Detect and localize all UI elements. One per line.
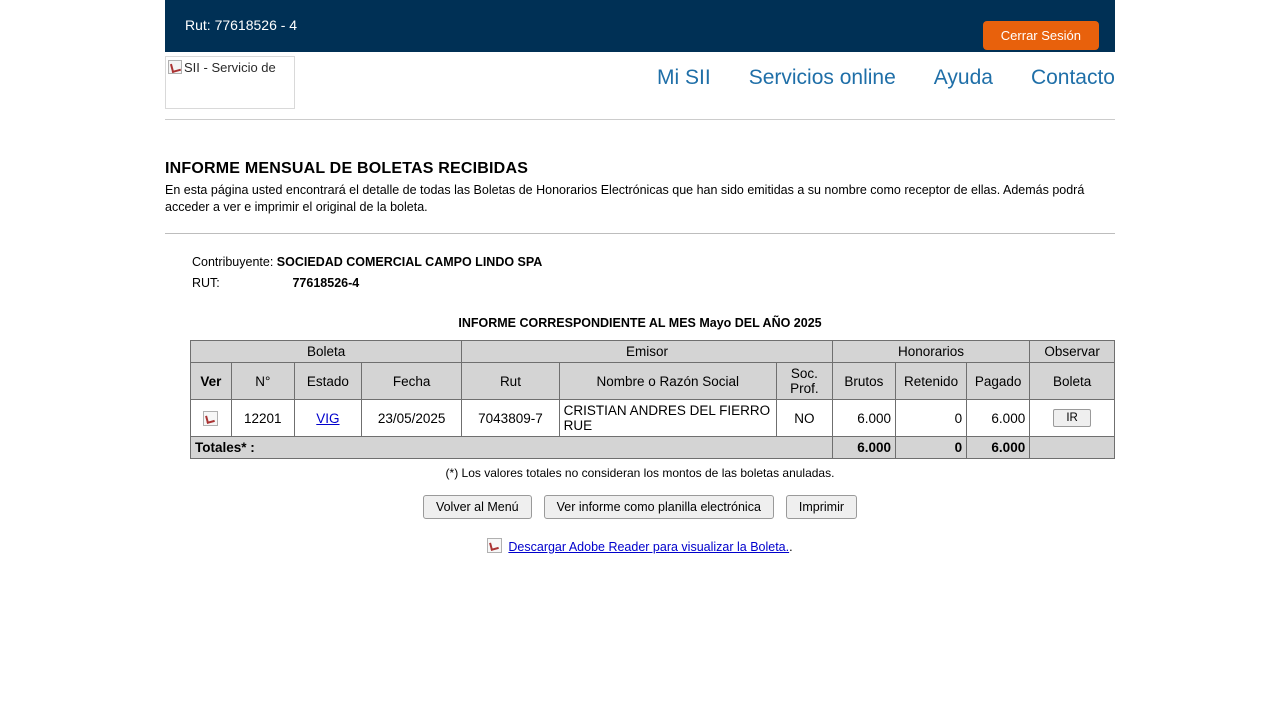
group-header-emisor: Emisor (462, 341, 833, 363)
totals-label: Totales* : (191, 437, 833, 459)
column-header-numero: N° (231, 363, 294, 400)
adobe-reader-line (165, 538, 1115, 554)
row-estado-cell (294, 400, 361, 437)
row-nombre: CRISTIAN ANDRES DEL FIERRO RUE (559, 400, 776, 437)
row-observar-cell (1030, 400, 1115, 437)
page-title: INFORME MENSUAL DE BOLETAS RECIBIDAS (165, 160, 529, 177)
column-header-brutos: Brutos (832, 363, 895, 400)
ver-planilla-electronica-button[interactable]: Ver informe como planilla electrónica (544, 495, 774, 519)
row-soc-prof: NO (776, 400, 832, 437)
taxpayer-rut-value: 77618526-4 (292, 276, 360, 290)
top-bar (165, 0, 1115, 52)
column-header-ver: Ver (191, 363, 232, 400)
row-brutos: 6.000 (832, 400, 895, 437)
row-rut: 7043809-7 (462, 400, 559, 437)
row-fecha: 23/05/2025 (361, 400, 461, 437)
taxpayer-rut-row (192, 273, 1115, 294)
broken-image-icon[interactable] (203, 411, 218, 426)
report-period-heading: INFORME CORRESPONDIENTE AL MES Mayo DEL AÑO 2025 (458, 316, 822, 330)
nav-item-servicios-online[interactable]: Servicios online (748, 66, 896, 89)
contribuyente-label: Contribuyente: (192, 255, 274, 269)
group-header-observar: Observar (1030, 341, 1115, 363)
sii-logo[interactable] (165, 56, 295, 109)
group-header-honorarios: Honorarios (832, 341, 1029, 363)
action-buttons (165, 495, 1115, 519)
row-ver-cell[interactable] (191, 400, 232, 437)
boletas-table (190, 340, 1115, 459)
row-pagado: 6.000 (967, 400, 1030, 437)
row-retenido: 0 (896, 400, 967, 437)
nav-item-ayuda[interactable]: Ayuda (933, 66, 993, 89)
observar-ir-button[interactable]: IR (1053, 409, 1091, 427)
totals-brutos: 6.000 (832, 437, 895, 459)
totals-retenido: 0 (896, 437, 967, 459)
column-header-estado: Estado (294, 363, 361, 400)
page-content (165, 120, 1115, 554)
column-header-nombre: Nombre o Razón Social (559, 363, 776, 400)
nav-item-mi-sii[interactable]: Mi SII (657, 66, 711, 89)
table-footnote: (*) Los valores totales no consideran los montos de las boletas anuladas. (445, 466, 835, 480)
table-group-header-row (191, 341, 1115, 363)
column-header-pagado: Pagado (967, 363, 1030, 400)
page-intro-text: En esta página usted encontrará el detalle de todas las Boletas de Honorarios Electrónicas que han sido emitidas a su nombre como receptor de ellas. Además podrá acceder a ver e imprimir el original de la boleta. (165, 183, 1085, 214)
taxpayer-rut-label: RUT: (192, 276, 220, 290)
table-totals-row (191, 437, 1115, 459)
imprimir-button[interactable]: Imprimir (786, 495, 857, 519)
adobe-link-suffix: . (789, 540, 793, 554)
main-navbar (165, 52, 1115, 120)
volver-al-menu-button[interactable]: Volver al Menú (423, 495, 532, 519)
sii-logo-alt-text: SII - Servicio de (184, 60, 276, 75)
content-divider (165, 233, 1115, 234)
taxpayer-name-row (192, 252, 1115, 273)
column-header-fecha: Fecha (361, 363, 461, 400)
table-row (191, 400, 1115, 437)
nav-item-contacto[interactable]: Contacto (1030, 66, 1115, 89)
column-header-retenido: Retenido (896, 363, 967, 400)
totals-empty-cell (1030, 437, 1115, 459)
column-header-boleta: Boleta (1030, 363, 1115, 400)
totals-pagado: 6.000 (967, 437, 1030, 459)
row-numero: 12201 (231, 400, 294, 437)
contribuyente-value: SOCIEDAD COMERCIAL CAMPO LINDO SPA (276, 255, 543, 269)
group-header-boleta: Boleta (191, 341, 462, 363)
nav-links (657, 66, 1115, 90)
broken-image-icon (487, 538, 502, 553)
row-estado-link[interactable]: VIG (316, 410, 340, 426)
column-header-soc-prof: Soc. Prof. (776, 363, 832, 400)
broken-image-icon (168, 60, 182, 74)
column-header-rut: Rut (462, 363, 559, 400)
logout-button[interactable]: Cerrar Sesión (983, 21, 1099, 50)
table-column-header-row (191, 363, 1115, 400)
page-container (165, 0, 1115, 554)
adobe-reader-link[interactable]: Descargar Adobe Reader para visualizar la Boleta. (508, 540, 790, 554)
session-rut-label: Rut: 77618526 - 4 (185, 17, 298, 33)
taxpayer-info (192, 252, 1115, 294)
